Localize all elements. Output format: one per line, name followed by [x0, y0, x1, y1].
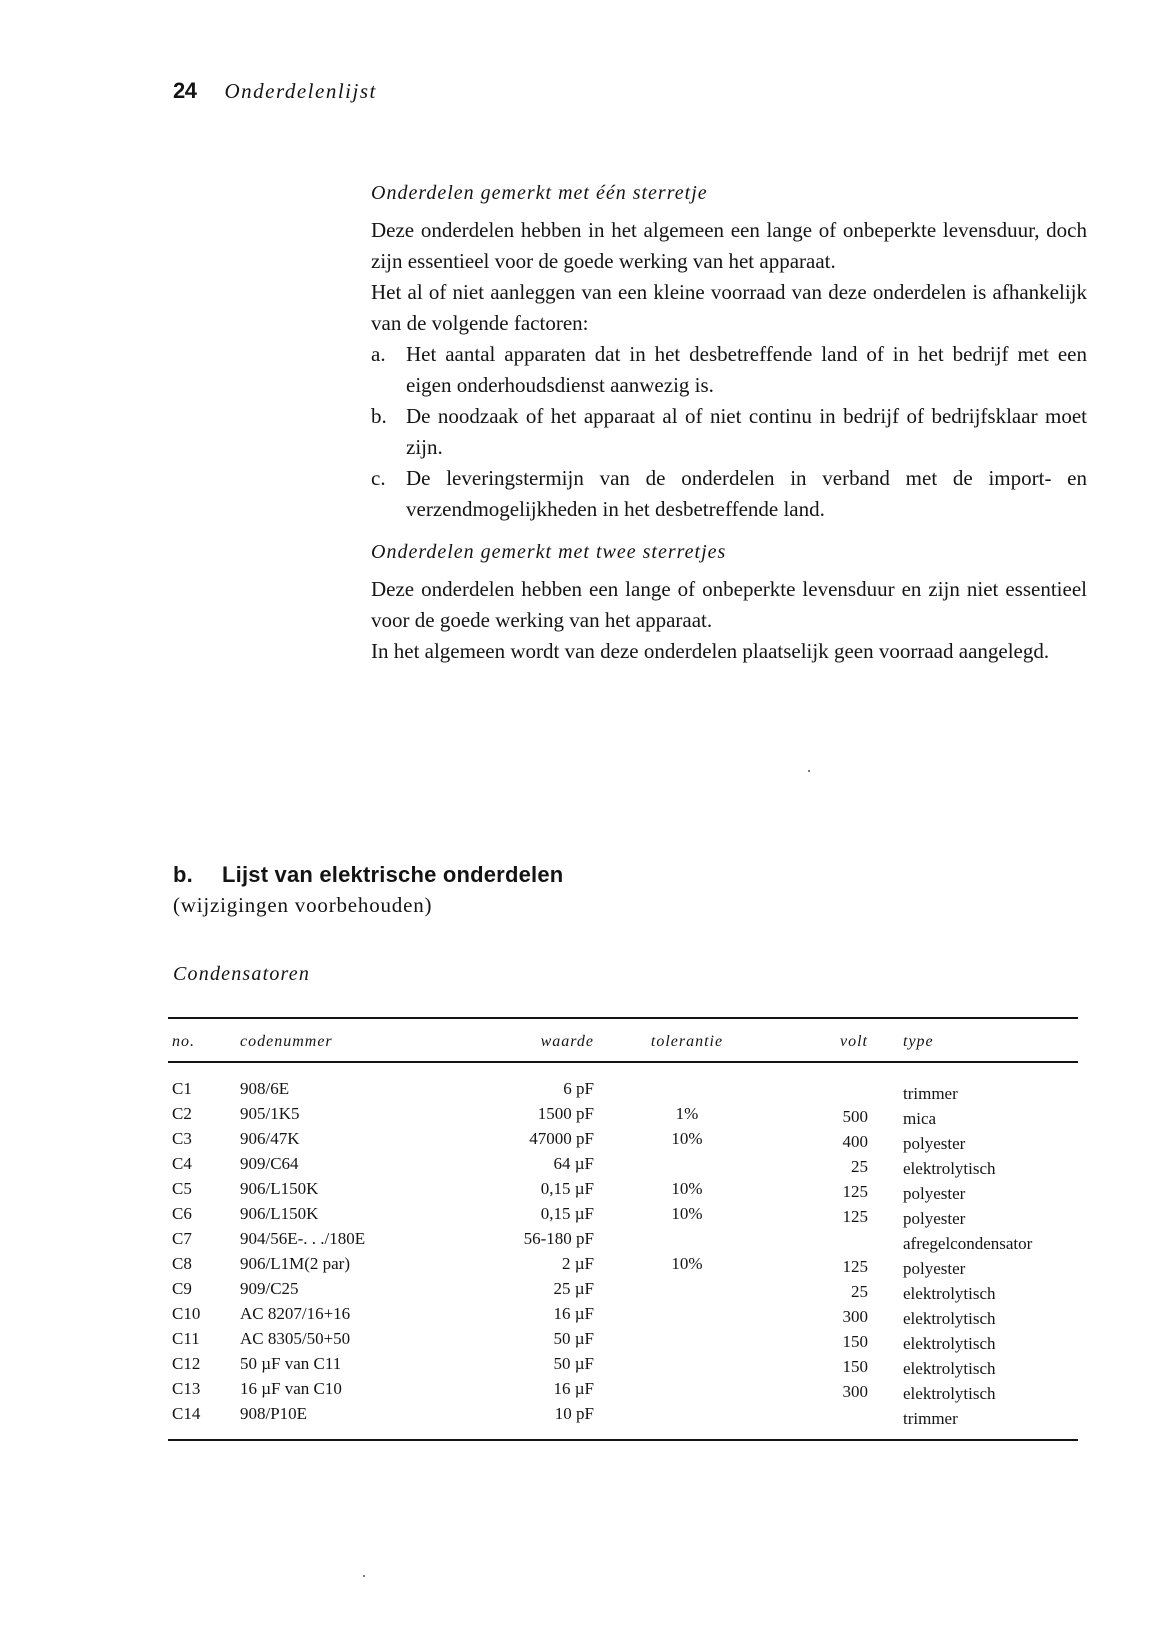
cell-code: 906/L1M(2 par): [240, 1254, 351, 1273]
single-star-paragraph-2: Het al of niet aanleggen van een kleine voorraad van deze onderdelen is afhankelijk van de volgende factoren:: [371, 280, 1087, 335]
factor-text: De noodzaak of het apparaat al of niet continu in bedrijf of bedrijfsklaar moet zijn.: [406, 404, 1087, 459]
column-header-value: waarde: [540, 1033, 594, 1050]
cell-volt: 25: [851, 1157, 868, 1176]
cell-volt: 400: [842, 1132, 868, 1151]
section-title: [173, 862, 563, 888]
cell-volt: 125: [842, 1182, 868, 1201]
cell-value: 0,15 µF: [540, 1204, 594, 1223]
factor-item-c: [371, 463, 1087, 525]
table-row: [168, 1062, 1078, 1101]
cell-no: C9: [172, 1279, 192, 1298]
cell-code: 905/1K5: [240, 1104, 300, 1123]
cell-volt: 125: [842, 1207, 868, 1226]
cell-type: polyester: [903, 1134, 966, 1153]
cell-volt: [780, 1065, 868, 1104]
cell-value: 25 µF: [553, 1279, 594, 1298]
scan-speck: [363, 1575, 365, 1577]
intro-block: [371, 178, 1087, 667]
cell-no: C4: [172, 1154, 192, 1173]
cell-volt: 150: [842, 1332, 868, 1351]
cell-value: 6 pF: [563, 1079, 594, 1098]
column-header-type: type: [903, 1033, 934, 1050]
cell-no: C5: [172, 1179, 192, 1198]
cell-tolerance: [594, 1226, 780, 1251]
cell-code: 909/C64: [240, 1154, 299, 1173]
cell-no: C11: [172, 1329, 200, 1348]
cell-type: trimmer: [903, 1084, 958, 1103]
factor-list: [371, 339, 1087, 525]
double-star-heading: Onderdelen gemerkt met twee sterretjes: [371, 541, 727, 563]
cell-value: 50 µF: [553, 1329, 594, 1348]
capacitor-table: [168, 1017, 1078, 1441]
cell-value: 10 pF: [554, 1404, 594, 1423]
cell-tolerance: [594, 1351, 780, 1376]
cell-type: elektrolytisch: [903, 1309, 996, 1328]
cell-code: AC 8305/50+50: [240, 1329, 351, 1348]
cell-no: C13: [172, 1379, 201, 1398]
cell-no: C3: [172, 1129, 192, 1148]
cell-type: elektrolytisch: [903, 1334, 996, 1353]
cell-tolerance: [594, 1151, 780, 1176]
cell-value: 2 µF: [562, 1254, 594, 1273]
cell-type: elektrolytisch: [903, 1159, 996, 1178]
factor-item-b: [371, 401, 1087, 463]
single-star-heading: Onderdelen gemerkt met één sterretje: [371, 182, 708, 204]
cell-type: trimmer: [903, 1409, 958, 1428]
cell-volt: [780, 1229, 868, 1254]
table-caption: Condensatoren: [173, 963, 311, 985]
factor-marker: a.: [371, 342, 386, 366]
cell-type: elektrolytisch: [903, 1284, 996, 1303]
cell-code: 908/P10E: [240, 1404, 308, 1423]
cell-no: C7: [172, 1229, 192, 1248]
cell-no: C2: [172, 1104, 192, 1123]
cell-code: 906/47K: [240, 1129, 300, 1148]
cell-code: 909/C25: [240, 1279, 299, 1298]
cell-type: elektrolytisch: [903, 1359, 996, 1378]
cell-tolerance: [594, 1326, 780, 1351]
cell-value: 47000 pF: [529, 1129, 594, 1148]
cell-volt: 25: [851, 1282, 868, 1301]
cell-type: polyester: [903, 1259, 966, 1278]
cell-code: 50 µF van C11: [240, 1354, 342, 1373]
factor-marker: b.: [371, 404, 387, 428]
cell-value: 56-180 pF: [523, 1229, 594, 1248]
table-header-row: [168, 1018, 1078, 1062]
cell-volt: [780, 1404, 868, 1443]
factor-text: Het aantal apparaten dat in het desbetreffende land of in het bedrijf met een eigen onderhoudsdienst aanwezig is.: [406, 342, 1087, 397]
cell-no: C14: [172, 1404, 201, 1423]
section-b: [173, 862, 563, 918]
cell-no: C10: [172, 1304, 201, 1323]
cell-volt: 300: [842, 1382, 868, 1401]
cell-value: 16 µF: [553, 1304, 594, 1323]
cell-no: C6: [172, 1204, 192, 1223]
single-star-paragraph-1: Deze onderdelen hebben in het algemeen een lange of onbeperkte levensduur, doch zijn essentieel voor de goede werking van het apparaat.: [371, 218, 1087, 273]
cell-no: C12: [172, 1354, 201, 1373]
table-row: [168, 1401, 1078, 1440]
cell-volt: 150: [842, 1357, 868, 1376]
cell-code: 906/L150K: [240, 1204, 319, 1223]
cell-tolerance: 10%: [671, 1179, 703, 1198]
cell-tolerance: 10%: [671, 1129, 703, 1148]
cell-volt: 500: [842, 1107, 868, 1126]
cell-tolerance: [594, 1062, 780, 1101]
factor-text: De leveringstermijn van de onderdelen in verband met de import- en verzendmogelijkheden in het desbetreffende land.: [406, 466, 1087, 521]
factor-marker: c.: [371, 466, 386, 490]
cell-code: 906/L150K: [240, 1179, 319, 1198]
factor-item-a: [371, 339, 1087, 401]
cell-volt: 125: [842, 1257, 868, 1276]
cell-tolerance: [594, 1301, 780, 1326]
page-number: 24: [173, 78, 197, 103]
column-header-volt: volt: [840, 1033, 868, 1050]
running-title: Onderdelenlijst: [224, 79, 377, 103]
cell-code: 904/56E-. . ./180E: [240, 1229, 366, 1248]
section-note: (wijzigingen voorbehouden): [173, 893, 433, 917]
cell-type: polyester: [903, 1209, 966, 1228]
cell-value: 0,15 µF: [540, 1179, 594, 1198]
cell-tolerance: [594, 1276, 780, 1301]
cell-tolerance: 10%: [671, 1204, 703, 1223]
cell-value: 50 µF: [553, 1354, 594, 1373]
cell-tolerance: [594, 1401, 780, 1440]
column-header-code: codenummer: [240, 1033, 333, 1050]
cell-type: afregelcondensator: [903, 1234, 1033, 1253]
cell-type: mica: [903, 1109, 937, 1128]
cell-tolerance: [594, 1376, 780, 1401]
cell-no: C8: [172, 1254, 192, 1273]
cell-type: elektrolytisch: [903, 1384, 996, 1403]
double-star-paragraph-1: Deze onderdelen hebben een lange of onbeperkte levensduur en zijn niet essentieel voor de goede werking van het apparaat.: [371, 577, 1087, 632]
column-header-no: no.: [172, 1033, 195, 1050]
cell-value: 64 µF: [553, 1154, 594, 1173]
section-letter: b.: [173, 862, 193, 887]
cell-code: 16 µF van C10: [240, 1379, 342, 1398]
cell-tolerance: 10%: [671, 1254, 703, 1273]
section-title-text: Lijst van elektrische onderdelen: [222, 862, 564, 887]
double-star-paragraph-2: In het algemeen wordt van deze onderdelen plaatselijk geen voorraad aangelegd.: [371, 639, 1050, 663]
cell-type: polyester: [903, 1184, 966, 1203]
page-header: [173, 78, 377, 104]
scan-speck: [808, 770, 810, 772]
cell-volt: 300: [842, 1307, 868, 1326]
column-header-tolerance: tolerantie: [650, 1033, 724, 1050]
cell-value: 1500 pF: [537, 1104, 594, 1123]
cell-code: 908/6E: [240, 1079, 290, 1098]
cell-value: 16 µF: [553, 1379, 594, 1398]
cell-code: AC 8207/16+16: [240, 1304, 351, 1323]
cell-no: C1: [172, 1079, 192, 1098]
cell-tolerance: 1%: [675, 1104, 699, 1123]
